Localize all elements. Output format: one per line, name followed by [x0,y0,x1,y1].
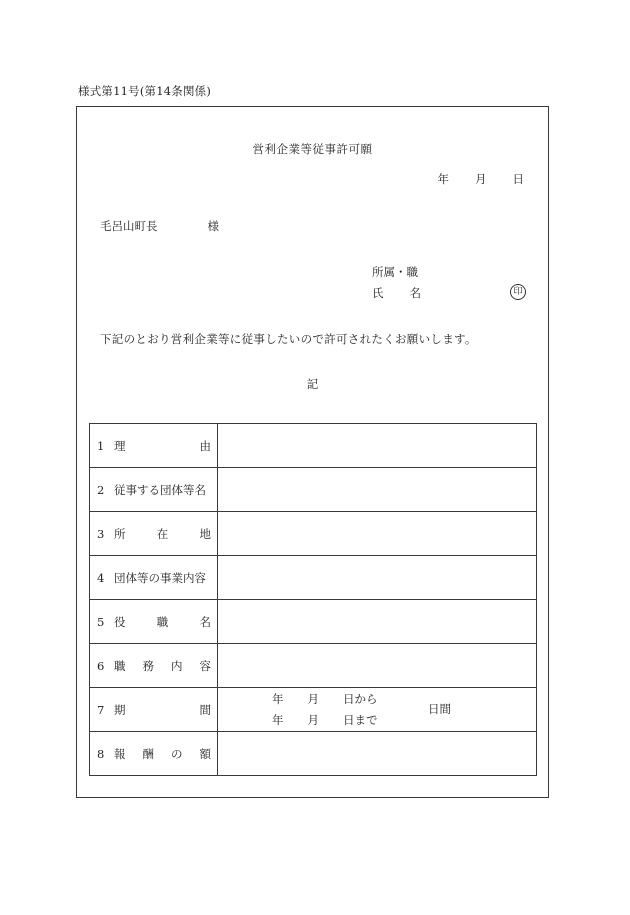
row-label: 従事する団体等名 [114,482,206,497]
request-sentence: 下記のとおり営利企業等に従事したいので許可されたくお願いします。 [100,332,477,346]
row-number: 8 [97,746,105,761]
addressee [100,218,219,234]
table-row [90,512,537,556]
form-frame [76,106,549,798]
row-number: 3 [97,526,105,541]
ki-label: 記 [306,377,319,391]
row-number: 2 [97,482,105,497]
row-label: 役 職 名 [114,614,211,629]
row-label-cell [90,732,218,776]
row-label: 理 由 [114,438,211,453]
table-row [90,600,537,644]
period-end-month-label: 月 [307,713,319,727]
addressee-name: 毛呂山町長 [100,219,158,233]
period-field[interactable] [218,688,537,732]
row-label-cell [90,556,218,600]
period-start-year-label: 年 [272,692,284,706]
period-start-day-label: 日から [343,692,378,706]
row-number: 5 [97,614,105,629]
row-label: 団体等の事業内容 [114,570,206,585]
row-label: 報 酬 の 額 [114,746,211,761]
period-start-line [272,691,378,707]
row-label: 所 在 地 [114,526,211,541]
applicant-affiliation-label: 所属・職 [372,265,418,279]
table-row [90,688,537,732]
date-line [438,171,525,187]
date-year-label: 年 [437,172,449,186]
duties-field[interactable] [218,644,537,688]
addressee-honorific: 様 [207,219,219,233]
reason-field[interactable] [218,424,537,468]
row-number: 1 [97,438,105,453]
row-label-cell [90,644,218,688]
table-row [90,556,537,600]
row-label-cell [90,468,218,512]
seal-icon: 印 [510,284,526,300]
row-label-cell [90,688,218,732]
row-label: 職 務 内 容 [114,658,211,673]
table-row [90,644,537,688]
period-end-day-label: 日まで [343,713,378,727]
row-label-cell [90,512,218,556]
period-end-line [272,712,378,728]
compensation-field[interactable] [218,732,537,776]
table-row [90,424,537,468]
row-number: 6 [97,658,105,673]
position-title-field[interactable] [218,600,537,644]
location-field[interactable] [218,512,537,556]
applicant-name-row [372,285,447,301]
document-title: 営利企業等従事許可願 [252,142,373,156]
date-month-label: 月 [475,172,487,186]
period-days-label: 日間 [428,702,451,716]
date-day-label: 日 [512,172,524,186]
period-end-year-label: 年 [272,713,284,727]
row-label-cell [90,424,218,468]
organization-name-field[interactable] [218,468,537,512]
row-number: 4 [97,570,105,585]
applicant-name-label: 氏名 [372,286,447,300]
row-number: 7 [97,702,105,717]
row-label: 期 間 [114,702,211,717]
business-content-field[interactable] [218,556,537,600]
period-start-month-label: 月 [307,692,319,706]
row-label-cell [90,600,218,644]
table-row [90,732,537,776]
form-number: 様式第11号(第14条関係) [78,84,212,98]
items-table [89,423,537,776]
table-row [90,468,537,512]
